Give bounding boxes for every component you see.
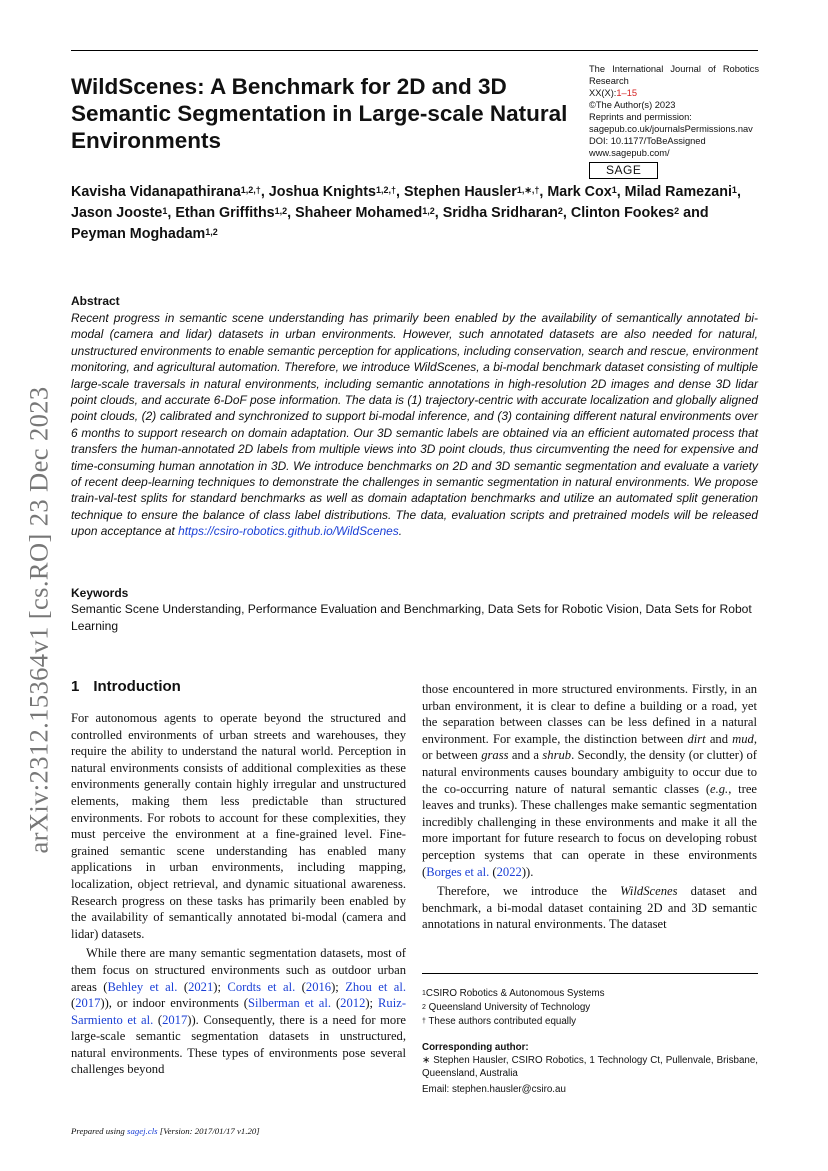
author-list: Kavisha Vidanapathirana$^{1,2,\dagger}$, Joshua Knights$^{1,2,\dagger}$, Stephen Hausler$^{1,∗,\dagger}$, Mark Cox$^1$, Milad Ramezani$^1$, Jason Jooste$^1$, Ethan Griffiths$^{1,2}$, Shaheer Mohamed$^{1,2}$, Sridha Sridharan$^2$, Clinton Fookes$^2$ and Peyman Moghadam$^{1,2}$ bbox=[71, 184, 741, 242]
journal-meta bbox=[589, 63, 759, 179]
cite-zhou[interactable]: Zhou et al. bbox=[345, 979, 407, 994]
volume-info: XX(X):1–15 bbox=[589, 88, 638, 98]
author: Shaheer Mohamed$^{1,2}$ bbox=[295, 205, 435, 221]
page-range-link[interactable]: 1–15 bbox=[616, 88, 638, 98]
footnote-rule bbox=[422, 973, 758, 974]
intro-paragraph-1: For autonomous agents to operate beyond the structured and controlled environments of urban streets and warehouses, they require the ability to understand the natural world. Perception in natural environments consists of additional complexities as these environments generally contain highly irregular and unstructured elements, making them less predictable than structured environments. For robots to account for these complexities, they must perceive the environment at a fine-grained level. Fine-grained semantic scene understanding has enabled many applications in urban environments, including mapping, localization, object retrieval, and dynamic situational awareness. Research progress on these tasks has primarily been enabled by the availability of semantically annotated bi-modal (camera and lidar) datasets. bbox=[71, 711, 406, 941]
cite-borges-year[interactable]: 2022 bbox=[496, 864, 522, 879]
author: Mark Cox$^1$ bbox=[547, 184, 617, 200]
cite-silberman[interactable]: Silberman et al. bbox=[247, 996, 331, 1011]
cite-cordts[interactable]: Cordts et al. bbox=[227, 979, 296, 994]
arxiv-stamp: arXiv:2312.15364v1 [cs.RO] 23 Dec 2023 bbox=[23, 386, 54, 854]
author: Joshua Knights$^{1,2,\dagger}$ bbox=[268, 184, 397, 200]
intro-paragraph-4: Therefore, we introduce the WildScenes dataset and benchmark, a bi-modal dataset containing 2D and 3D semantic annotations in natural environments. The dataset bbox=[422, 884, 757, 932]
author: Peyman Moghadam$^{1,2}$ bbox=[71, 226, 218, 242]
sage-logo: SAGE bbox=[589, 162, 658, 179]
author: Kavisha Vidanapathirana$^{1,2,\dagger}$ bbox=[71, 184, 261, 200]
intro-column-left bbox=[71, 710, 406, 1078]
footnote-1: $^1$CSIRO Robotics & Autonomous Systems bbox=[422, 988, 605, 999]
cite-cordts-year[interactable]: 2016 bbox=[305, 979, 332, 994]
cite-silberman-year[interactable]: 2012 bbox=[340, 996, 366, 1011]
copyright: ©The Author(s) 2023 bbox=[589, 100, 676, 110]
corresponding-heading: Corresponding author: bbox=[422, 1042, 529, 1053]
intro-paragraph-2: While there are many semantic segmentation datasets, most of them focus on structured environments such as outdoor urban areas (Behley et al. (2021); Cordts et al. (2016); Zhou et al. (2017)), or indoor environments (Silberman et al. (2012); Ruiz-Sarmiento et al. (2017)). Consequently, there is a need for more large-scale semantic segmentation datasets in unstructured, natural environments. These types of environments pose several challenges beyond bbox=[71, 946, 407, 1077]
author: Jason Jooste$^1$ bbox=[71, 205, 168, 221]
doi: DOI: 10.1177/ToBeAssigned bbox=[589, 136, 706, 146]
keywords-body: Semantic Scene Understanding, Performance Evaluation and Benchmarking, Data Sets for Robotic Vision, Data Sets for Robot Learning bbox=[71, 602, 752, 633]
reprints-url: sagepub.co.uk/journalsPermissions.nav bbox=[589, 124, 753, 134]
cite-ruiz-year[interactable]: 2017 bbox=[162, 1012, 188, 1027]
corresponding-author bbox=[422, 1041, 758, 1096]
cite-behley-year[interactable]: 2021 bbox=[188, 979, 214, 994]
footnote-3: † These authors contributed equally bbox=[422, 1016, 577, 1027]
author: Ethan Griffiths$^{1,2}$ bbox=[175, 205, 288, 221]
cite-zhou-year[interactable]: 2017 bbox=[75, 996, 101, 1011]
corresponding-address: ∗ Stephen Hausler, CSIRO Robotics, 1 Technology Ct, Pullenvale, Brisbane, Queensland, Australia bbox=[422, 1055, 759, 1079]
page-footer: Prepared using sagej.cls [Version: 2017/01/17 v1.20] bbox=[71, 1126, 260, 1136]
author: Milad Ramezani$^1$ bbox=[624, 184, 737, 200]
footnote-2: $^2$ Queensland University of Technology bbox=[422, 1002, 591, 1013]
reprints-label: Reprints and permission: bbox=[589, 112, 692, 122]
top-rule bbox=[71, 50, 758, 51]
author: Sridha Sridharan$^2$ bbox=[442, 205, 563, 221]
author: Clinton Fookes$^2$ bbox=[570, 205, 680, 221]
cite-ruiz[interactable]: Ruiz-Sarmiento et al. bbox=[71, 996, 407, 1027]
cite-behley[interactable]: Behley et al. bbox=[107, 979, 178, 994]
keywords-heading: Keywords bbox=[71, 586, 129, 600]
abstract-body: Recent progress in semantic scene understanding has primarily been enabled by the availability of semantically annotated bi-modal (camera and lidar) datasets in urban environments. However, such annotated datasets are also needed for natural, unstructured environments to enable semantic perception for applications, including conservation, search and rescue, environment monitoring, and agricultural automation. Therefore, we introduce WildScenes, a bi-modal benchmark dataset consisting of multiple large-scale traversals in natural environments, including semantic annotations in high-resolution 2D images and dense 3D lidar point clouds, and accurate 6-DoF pose information. The data is (1) trajectory-centric with accurate localization and globally aligned point clouds, (2) calibrated and synchronized to support bi-modal inference, and (3) containing different natural environments over 6 months to support research on domain adaptation. Our 3D semantic labels are obtained via an efficient automated process that transfers the human-annotated 2D labels from multiple views into 3D point clouds, thus circumventing the need for expensive and time-consuming human annotation in 3D. We introduce benchmarks on 2D and 3D semantic segmentation and evaluate a variety of recent deep-learning techniques to demonstrate the challenges in semantic segmentation in natural environments. We propose train-val-test splits for standard benchmarks as well as domain adaptation benchmarks and utilize an automated split generation technique to ensure the balance of class label distributions. The data, evaluation scripts and pretrained models will be released upon acceptance at https://csiro-robotics.github.io/WildScenes. bbox=[71, 311, 758, 539]
intro-paragraph-3: those encountered in more structured environments. Firstly, in an urban environment, it is clear to define a building or a road, yet the separation between classes can be less defined in a natural environment. For example, the distinction between dirt and mud, or between grass and a shrub. Secondly, the density (or clutter) of natural environments causes boundary ambiguity to occur due to the co-occurring nature of natural semantic classes (e.g., tree leaves and trunks). These challenges make semantic segmentation incredibly challenging in these environments and make it all the more important for future research to focus on developing robust perception systems that can operate in these environments (Borges et al. (2022)). bbox=[422, 682, 758, 879]
corresponding-email: Email: stephen.hausler@csiro.au bbox=[422, 1084, 566, 1095]
intro-column-right bbox=[422, 681, 757, 933]
abstract-heading: Abstract bbox=[71, 294, 120, 308]
publisher-website: www.sagepub.com/ bbox=[589, 148, 670, 158]
project-link[interactable]: https://csiro-robotics.github.io/WildScenes bbox=[178, 524, 399, 539]
cls-link[interactable]: sagej.cls bbox=[127, 1126, 158, 1136]
paper-title: WildScenes: A Benchmark for 2D and 3D Semantic Segmentation in Large-scale Natural Environments bbox=[71, 74, 568, 153]
journal-name: The International Journal of Robotics Research bbox=[589, 64, 759, 86]
author: Stephen Hausler$^{1,∗,\dagger}$ bbox=[403, 184, 540, 200]
section-heading: 1 Introduction bbox=[71, 678, 181, 695]
cite-borges[interactable]: Borges et al. bbox=[426, 864, 490, 879]
